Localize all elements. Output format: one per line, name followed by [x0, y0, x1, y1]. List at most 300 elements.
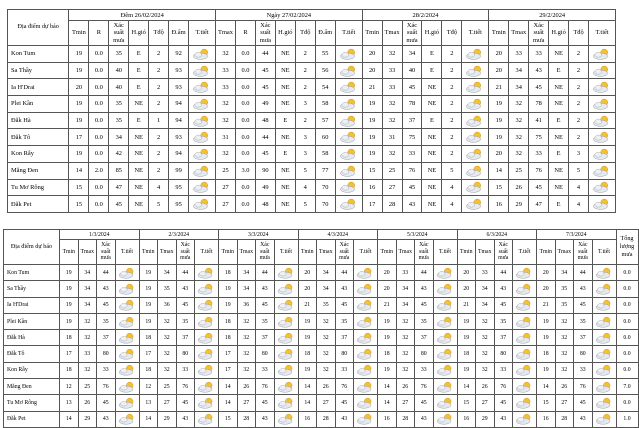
period-header: Đêm 26/02/2024 — [69, 10, 216, 21]
weather-cell — [274, 411, 298, 427]
weather-cell — [592, 281, 616, 297]
weather-cell — [115, 379, 139, 395]
data-cell: 44 — [335, 265, 354, 281]
sun-cloud-icon — [465, 198, 485, 210]
data-cell: 35 — [109, 46, 129, 63]
sun-cloud-icon — [595, 299, 614, 311]
table-row — [4, 330, 639, 346]
data-cell: NE — [275, 179, 295, 196]
data-cell: 20 — [457, 265, 476, 281]
data-cell: 18 — [60, 362, 79, 378]
weather-cell — [462, 62, 489, 79]
data-cell: NE — [275, 96, 295, 113]
sun-cloud-icon — [436, 397, 455, 409]
data-cell: 32 — [555, 313, 574, 329]
data-cell: 48 — [255, 196, 275, 213]
data-cell: 2 — [569, 96, 589, 113]
data-cell: 2 — [295, 46, 315, 63]
data-cell: 0.0 — [235, 96, 255, 113]
data-cell: 36 — [158, 297, 177, 313]
sun-cloud-icon — [339, 81, 359, 93]
data-cell: 76 — [97, 379, 116, 395]
column-header: Đ.ẩm — [169, 21, 189, 46]
data-cell: 33 — [216, 62, 236, 79]
sun-cloud-icon — [197, 283, 216, 295]
data-cell: 16 — [489, 196, 509, 213]
data-cell: 20 — [378, 281, 397, 297]
sun-cloud-icon — [465, 65, 485, 77]
data-cell: 32 — [158, 330, 177, 346]
sun-cloud-icon — [192, 48, 212, 60]
data-cell: 78 — [402, 96, 422, 113]
data-cell: 27 — [317, 395, 336, 411]
data-cell: 18 — [378, 346, 397, 362]
data-cell: 18 — [219, 313, 238, 329]
date-header: 7/3/2024 — [537, 230, 617, 240]
sun-cloud-icon — [197, 364, 216, 376]
data-cell: 28 — [237, 411, 256, 427]
data-cell: 33 — [529, 146, 549, 163]
sun-cloud-icon — [118, 299, 137, 311]
sun-cloud-icon — [595, 397, 614, 409]
table-row — [8, 112, 616, 129]
data-cell: 45 — [97, 395, 116, 411]
weather-cell — [354, 346, 378, 362]
data-cell: 34 — [396, 297, 415, 313]
data-cell: 80 — [415, 346, 434, 362]
column-header: Tmin — [69, 21, 89, 46]
forecast-table-short-term — [7, 9, 616, 213]
data-cell: 26 — [396, 379, 415, 395]
weather-cell — [589, 112, 616, 129]
weather-cell — [513, 346, 537, 362]
column-header: Tmin — [298, 240, 317, 265]
sun-cloud-icon — [118, 316, 137, 328]
column-header: Xác suất mưa — [97, 240, 116, 265]
data-cell: 43 — [335, 411, 354, 427]
weather-cell — [354, 395, 378, 411]
weather-cell — [513, 297, 537, 313]
data-cell: 33 — [382, 62, 402, 79]
data-cell: 49 — [255, 96, 275, 113]
sun-cloud-icon — [197, 381, 216, 393]
data-cell: 45 — [255, 146, 275, 163]
weather-cell — [195, 395, 219, 411]
data-cell: E — [422, 112, 442, 129]
column-header: Tmax — [396, 240, 415, 265]
data-cell: 45 — [97, 297, 116, 313]
weather-cell — [189, 112, 216, 129]
data-cell: 34 — [317, 281, 336, 297]
sun-cloud-icon — [277, 364, 296, 376]
data-cell: 0.0 — [89, 79, 109, 96]
data-cell: 33 — [509, 46, 529, 63]
sun-cloud-icon — [339, 115, 359, 127]
weather-cell — [589, 179, 616, 196]
data-cell: 18 — [139, 362, 158, 378]
data-cell: 2 — [149, 79, 169, 96]
weather-cell — [195, 362, 219, 378]
weather-cell — [335, 62, 362, 79]
weather-cell — [592, 313, 616, 329]
data-cell: 32 — [555, 346, 574, 362]
sun-cloud-icon — [595, 316, 614, 328]
data-cell: 19 — [69, 62, 89, 79]
station-name: Sa Thầy — [8, 62, 69, 79]
data-cell: 5 — [295, 162, 315, 179]
sun-cloud-icon — [356, 397, 375, 409]
data-cell: 5 — [442, 162, 462, 179]
data-cell: 43 — [494, 411, 513, 427]
data-cell: 45 — [176, 395, 195, 411]
sun-cloud-icon — [465, 165, 485, 177]
data-cell: 15 — [219, 411, 238, 427]
weather-cell — [513, 330, 537, 346]
data-cell: 18 — [298, 346, 317, 362]
data-cell: 0.0 — [89, 112, 109, 129]
data-cell: 3.0 — [235, 162, 255, 179]
data-cell: 27 — [555, 395, 574, 411]
station-name: Kon Rẫy — [4, 362, 60, 378]
weather-cell — [354, 411, 378, 427]
data-cell: NE — [275, 46, 295, 63]
data-cell: 75 — [529, 129, 549, 146]
data-cell: 45 — [402, 179, 422, 196]
data-cell: 18 — [219, 265, 238, 281]
data-cell: 36 — [237, 297, 256, 313]
data-cell: 20 — [362, 62, 382, 79]
table2-date-header-row — [4, 230, 639, 240]
station-name: Măng Đen — [8, 162, 69, 179]
data-cell: 19 — [362, 96, 382, 113]
station-name: Kon Tum — [8, 46, 69, 63]
sun-cloud-icon — [436, 364, 455, 376]
data-cell: 32 — [476, 330, 495, 346]
data-cell: 13 — [139, 395, 158, 411]
sun-cloud-icon — [192, 81, 212, 93]
data-cell: NE — [422, 129, 442, 146]
column-header: Tmax — [237, 240, 256, 265]
data-cell: 34 — [396, 281, 415, 297]
data-cell: 37 — [176, 330, 195, 346]
data-cell: 25 — [78, 379, 97, 395]
data-cell: 33 — [216, 79, 236, 96]
data-cell: 34 — [555, 265, 574, 281]
data-cell: 43 — [574, 411, 593, 427]
sun-cloud-icon — [356, 413, 375, 425]
weather-cell — [462, 96, 489, 113]
weather-cell — [462, 146, 489, 163]
station-name: Plei Kần — [8, 96, 69, 113]
table-row — [8, 96, 616, 113]
data-cell: 29 — [78, 411, 97, 427]
sun-cloud-icon — [339, 65, 359, 77]
data-cell: 80 — [494, 346, 513, 362]
data-cell: 26 — [476, 379, 495, 395]
data-cell: 45 — [529, 79, 549, 96]
data-cell: 25 — [382, 162, 402, 179]
data-cell: 32 — [237, 362, 256, 378]
data-cell: 19 — [60, 297, 79, 313]
data-cell: 44 — [256, 265, 275, 281]
data-cell: 26 — [509, 179, 529, 196]
table1-date-header-row — [8, 10, 616, 21]
date-header: 6/3/2024 — [457, 230, 537, 240]
data-cell: 16 — [298, 411, 317, 427]
data-cell: 21 — [378, 297, 397, 313]
data-cell: 14 — [298, 395, 317, 411]
weather-cell — [462, 79, 489, 96]
data-cell: 26 — [237, 379, 256, 395]
weather-cell — [189, 62, 216, 79]
sun-cloud-icon — [356, 381, 375, 393]
data-cell: 19 — [298, 362, 317, 378]
column-header: T.tiết — [589, 21, 616, 46]
data-cell: 0.0 — [235, 79, 255, 96]
data-cell: 32 — [158, 346, 177, 362]
data-cell: 34 — [158, 265, 177, 281]
data-cell: 14 — [60, 411, 79, 427]
weather-cell — [592, 297, 616, 313]
sun-cloud-icon — [118, 332, 137, 344]
data-cell: 32 — [78, 313, 97, 329]
total-rain-cell: 0.0 — [616, 313, 638, 329]
data-cell: 21 — [298, 297, 317, 313]
sun-cloud-icon — [118, 381, 137, 393]
data-cell: 19 — [489, 96, 509, 113]
weather-cell — [335, 179, 362, 196]
weather-cell — [189, 129, 216, 146]
table-row — [4, 411, 639, 427]
data-cell: 5 — [295, 196, 315, 213]
data-cell: 0.0 — [235, 146, 255, 163]
weather-cell — [274, 313, 298, 329]
table-row — [4, 265, 639, 281]
column-header: Tmax — [216, 21, 236, 46]
date-header: 3/3/2024 — [219, 230, 299, 240]
data-cell: 44 — [415, 265, 434, 281]
data-cell: 32 — [509, 146, 529, 163]
sun-cloud-icon — [595, 332, 614, 344]
data-cell: 20 — [489, 46, 509, 63]
weather-cell — [195, 313, 219, 329]
column-header: Tmax — [158, 240, 177, 265]
weather-cell — [189, 146, 216, 163]
data-cell: 19 — [362, 112, 382, 129]
data-cell: 5 — [569, 162, 589, 179]
data-cell: 80 — [335, 346, 354, 362]
column-header: Xác suất mưa — [255, 21, 275, 46]
sun-cloud-icon — [197, 299, 216, 311]
column-header: R — [235, 21, 255, 46]
data-cell: 32 — [158, 313, 177, 329]
data-cell: 32 — [382, 96, 402, 113]
data-cell: 78 — [529, 96, 549, 113]
total-rain-cell: 7.0 — [616, 379, 638, 395]
data-cell: 45 — [574, 395, 593, 411]
data-cell: 32 — [382, 112, 402, 129]
data-cell: 35 — [494, 313, 513, 329]
data-cell: 27 — [216, 196, 236, 213]
sun-cloud-icon — [197, 413, 216, 425]
data-cell: 34 — [78, 265, 97, 281]
data-cell: NE — [129, 179, 149, 196]
sun-cloud-icon — [192, 198, 212, 210]
data-cell: 54 — [315, 79, 335, 96]
column-header: Tmin — [219, 240, 238, 265]
data-cell: 19 — [139, 265, 158, 281]
data-cell: 32 — [158, 362, 177, 378]
column-header: T.tiết — [354, 240, 378, 265]
data-cell: 20 — [298, 281, 317, 297]
data-cell: 43 — [256, 411, 275, 427]
data-cell: 35 — [176, 313, 195, 329]
data-cell: 4 — [442, 179, 462, 196]
data-cell: 99 — [169, 162, 189, 179]
station-name: Tu Mơ Rông — [4, 395, 60, 411]
data-cell: NE — [275, 62, 295, 79]
data-cell: 29 — [158, 411, 177, 427]
data-cell: 14 — [457, 379, 476, 395]
data-cell: 93 — [169, 62, 189, 79]
data-cell: 1 — [149, 112, 169, 129]
data-cell: 76 — [574, 379, 593, 395]
data-cell: 43 — [415, 281, 434, 297]
weather-cell — [433, 411, 457, 427]
data-cell: 75 — [402, 129, 422, 146]
weather-cell — [589, 129, 616, 146]
column-header: Tmax — [476, 240, 495, 265]
table-row — [8, 46, 616, 63]
data-cell: 2 — [149, 62, 169, 79]
table-row — [8, 196, 616, 213]
weather-cell — [513, 362, 537, 378]
weather-cell — [462, 196, 489, 213]
data-cell: 43 — [97, 411, 116, 427]
data-cell: 0.0 — [235, 179, 255, 196]
data-cell: 32 — [396, 346, 415, 362]
data-cell: 32 — [509, 129, 529, 146]
data-cell: 34 — [109, 129, 129, 146]
date-header: 4/3/2024 — [298, 230, 378, 240]
data-cell: 77 — [315, 162, 335, 179]
data-cell: 32 — [216, 46, 236, 63]
data-cell: 44 — [176, 265, 195, 281]
column-header: Xác suất mưa — [335, 240, 354, 265]
data-cell: 28 — [317, 411, 336, 427]
data-cell: 20 — [489, 62, 509, 79]
weather-cell — [592, 346, 616, 362]
data-cell: E — [549, 196, 569, 213]
data-cell: 32 — [555, 362, 574, 378]
data-cell: 21 — [362, 79, 382, 96]
weather-cell — [462, 46, 489, 63]
data-cell: 19 — [69, 146, 89, 163]
table-row — [4, 313, 639, 329]
data-cell: 31 — [382, 129, 402, 146]
weather-cell — [335, 129, 362, 146]
weather-cell — [462, 129, 489, 146]
data-cell: 25 — [509, 162, 529, 179]
weather-cell — [195, 265, 219, 281]
column-header: R — [89, 21, 109, 46]
column-header: T.tiết — [195, 240, 219, 265]
data-cell: 32 — [78, 330, 97, 346]
data-cell: 3 — [295, 96, 315, 113]
column-header: Tđộ — [149, 21, 169, 46]
data-cell: 44 — [255, 129, 275, 146]
data-cell: E — [422, 62, 442, 79]
period-header: 29/2/2024 — [489, 10, 616, 21]
data-cell: E — [129, 79, 149, 96]
data-cell: 32 — [237, 313, 256, 329]
data-cell: 70 — [315, 196, 335, 213]
data-cell: E — [549, 146, 569, 163]
weather-cell — [335, 79, 362, 96]
data-cell: 19 — [139, 281, 158, 297]
weather-cell — [274, 297, 298, 313]
data-cell: 20 — [69, 79, 89, 96]
column-header: Xác suất mưa — [256, 240, 275, 265]
weather-cell — [592, 395, 616, 411]
data-cell: 95 — [169, 179, 189, 196]
column-header: Đ.ẩm — [315, 21, 335, 46]
data-cell: 32 — [476, 346, 495, 362]
data-cell: 2 — [569, 62, 589, 79]
weather-cell — [115, 281, 139, 297]
data-cell: 14 — [537, 379, 556, 395]
sun-cloud-icon — [595, 267, 614, 279]
data-cell: 2 — [569, 112, 589, 129]
data-cell: 44 — [97, 265, 116, 281]
weather-cell — [462, 162, 489, 179]
data-cell: 19 — [537, 330, 556, 346]
weather-cell — [274, 265, 298, 281]
weather-cell — [354, 265, 378, 281]
sun-cloud-icon — [592, 131, 612, 143]
data-cell: 34 — [402, 46, 422, 63]
table-row — [8, 129, 616, 146]
data-cell: E — [129, 112, 149, 129]
sun-cloud-icon — [592, 181, 612, 193]
data-cell: 35 — [109, 112, 129, 129]
total-rain-cell: 1.0 — [616, 411, 638, 427]
station-name: Đăk Hà — [4, 330, 60, 346]
sun-cloud-icon — [515, 381, 534, 393]
sun-cloud-icon — [339, 181, 359, 193]
data-cell: 2 — [442, 79, 462, 96]
data-cell: 45 — [176, 297, 195, 313]
data-cell: 43 — [176, 281, 195, 297]
data-cell: NE — [549, 162, 569, 179]
weather-cell — [115, 362, 139, 378]
data-cell: E — [129, 62, 149, 79]
data-cell: NE — [549, 129, 569, 146]
data-cell: E — [549, 112, 569, 129]
sun-cloud-icon — [277, 267, 296, 279]
data-cell: 32 — [509, 96, 529, 113]
data-cell: 5 — [149, 196, 169, 213]
period-header: 28/2/2024 — [362, 10, 489, 21]
weather-cell — [462, 112, 489, 129]
data-cell: 58 — [315, 146, 335, 163]
table-row — [8, 79, 616, 96]
total-rain-cell: 0.0 — [616, 346, 638, 362]
weather-cell — [115, 313, 139, 329]
weather-cell — [433, 330, 457, 346]
sun-cloud-icon — [339, 131, 359, 143]
data-cell: 19 — [537, 313, 556, 329]
